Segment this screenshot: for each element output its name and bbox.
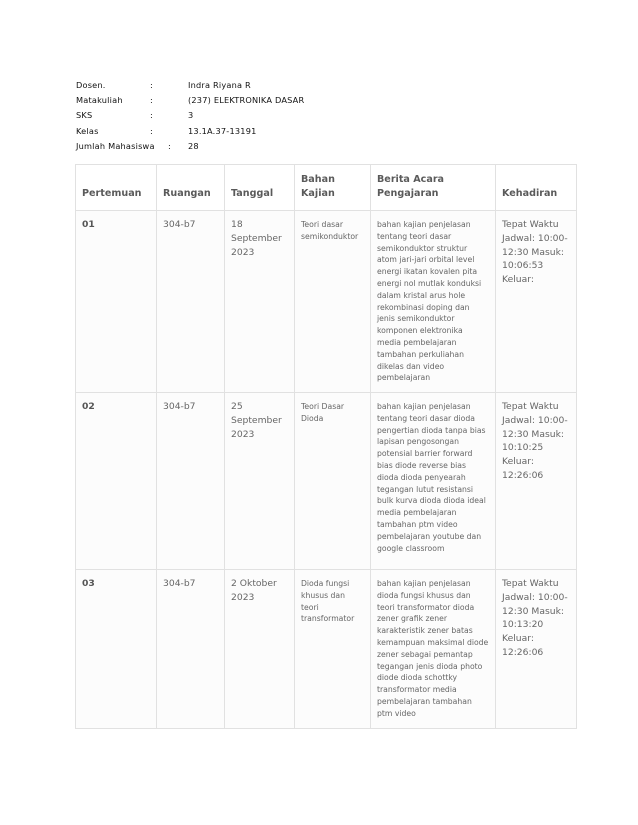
cell-bahan-kajian: Teori Dasar Dioda: [295, 393, 371, 570]
info-value: Indra Riyana R: [188, 79, 251, 90]
info-row-dosen: [76, 77, 304, 92]
cell-ruangan: 304-b7: [157, 570, 225, 729]
cell-pertemuan: 01: [76, 211, 157, 393]
info-row-sks: [76, 108, 304, 123]
attendance-table: [75, 164, 577, 729]
header-pertemuan: Pertemuan: [76, 165, 157, 211]
table-row: [76, 393, 577, 570]
info-value: 13.1A.37-13191: [188, 125, 257, 136]
header-kehadiran: Kehadiran: [496, 165, 577, 211]
header-bahan-kajian: Bahan Kajian: [295, 165, 371, 211]
cell-ruangan: 304-b7: [157, 393, 225, 570]
header-tanggal: Tanggal: [225, 165, 295, 211]
info-label: Kelas: [76, 125, 99, 136]
cell-tanggal: 25 September 2023: [225, 393, 295, 570]
info-value: 28: [188, 140, 199, 151]
course-info: [76, 77, 304, 153]
cell-berita-acara: bahan kajian penjelasan dioda fungsi khusus dan teori transformator dioda zener grafik zener karakteristik zener batas kemampuan maksimal diode zener sebagai pemantap tegangan jenis dioda photo diode dioda schottky transformator media pembelajaran tambahan ptm video: [371, 570, 496, 729]
info-label: Dosen.: [76, 79, 106, 90]
info-colon: :: [150, 94, 153, 105]
info-label: SKS: [76, 110, 93, 121]
cell-kehadiran: Tepat Waktu Jadwal: 10:00-12:30 Masuk: 10:13:20 Keluar: 12:26:06: [496, 570, 577, 729]
info-colon: :: [150, 125, 153, 136]
cell-berita-acara: bahan kajian penjelasan tentang teori dasar semikonduktor struktur atom jari-jari orbital level energi ikatan kovalen pita energi nol mutlak konduksi dalam kristal arus hole rekombinasi doping dan jenis semikonduktor komponen elektronika media pembelajaran tambahan perkuliahan dikelas dan video pembelajaran: [371, 211, 496, 393]
info-value: 3: [188, 110, 194, 121]
info-colon: :: [150, 79, 153, 90]
attendance-table-container: [75, 164, 576, 729]
info-row-jumlah-mahasiswa: [76, 138, 304, 153]
cell-bahan-kajian: Dioda fungsi khusus dan teori transformator: [295, 570, 371, 729]
header-ruangan: Ruangan: [157, 165, 225, 211]
info-value: (237) ELEKTRONIKA DASAR: [188, 94, 305, 105]
info-colon: :: [168, 140, 171, 151]
info-row-matakuliah: [76, 92, 304, 107]
cell-pertemuan: 03: [76, 570, 157, 729]
info-label: Jumlah Mahasiswa: [76, 140, 155, 151]
cell-kehadiran: Tepat Waktu Jadwal: 10:00-12:30 Masuk: 10:10:25 Keluar: 12:26:06: [496, 393, 577, 570]
info-colon: :: [150, 110, 153, 121]
cell-tanggal: 2 Oktober 2023: [225, 570, 295, 729]
cell-pertemuan: 02: [76, 393, 157, 570]
header-berita-acara: Berita Acara Pengajaran: [371, 165, 496, 211]
cell-berita-acara: bahan kajian penjelasan tentang teori dasar dioda pengertian dioda tanpa bias lapisan pengosongan potensial barrier forward bias diode reverse bias dioda dioda penyearah tegangan lutut resistansi bulk kurva dioda dioda ideal media pembelajaran tambahan ptm video pembelajaran youtube dan google classroom: [371, 393, 496, 570]
cell-ruangan: 304-b7: [157, 211, 225, 393]
cell-kehadiran: Tepat Waktu Jadwal: 10:00-12:30 Masuk: 10:06:53 Keluar:: [496, 211, 577, 393]
info-label: Matakuliah: [76, 94, 123, 105]
cell-tanggal: 18 September 2023: [225, 211, 295, 393]
table-row: [76, 211, 577, 393]
table-header-row: [76, 165, 577, 211]
info-row-kelas: [76, 123, 304, 138]
table-row: [76, 570, 577, 729]
cell-bahan-kajian: Teori dasar semikonduktor: [295, 211, 371, 393]
